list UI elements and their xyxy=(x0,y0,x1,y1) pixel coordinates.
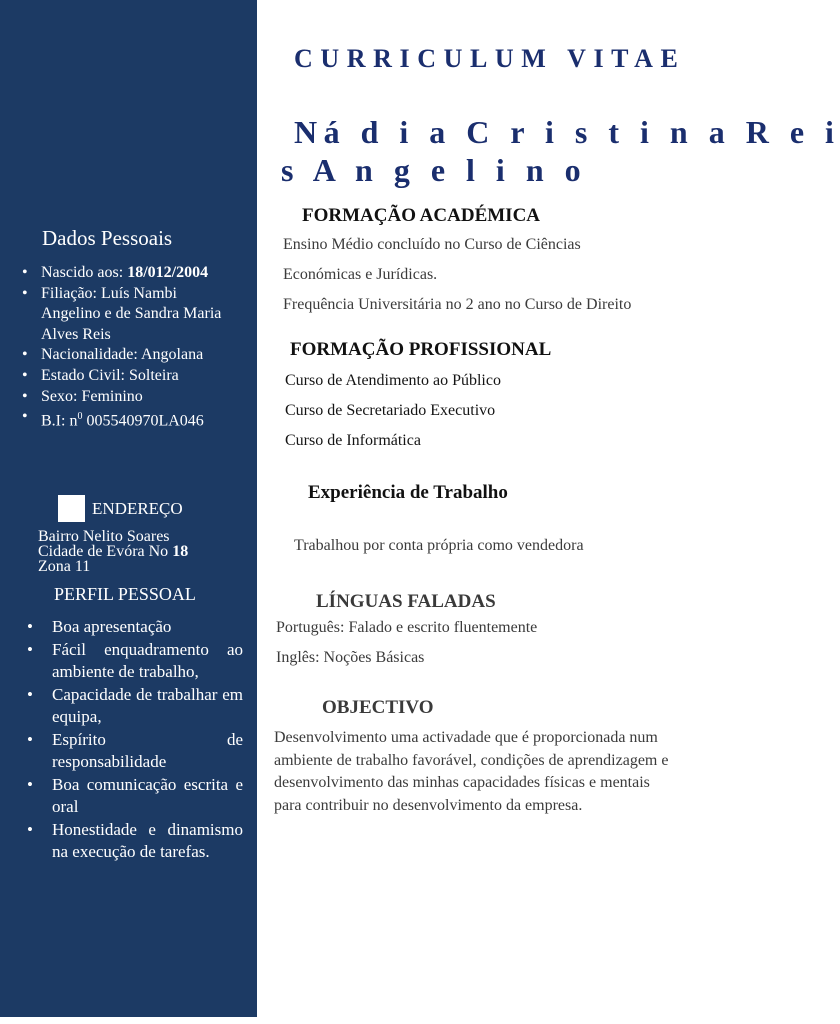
list-item: • Capacidade de trabalhar em equipa, xyxy=(26,684,243,729)
academic-line-2: Económicas e Jurídicas. xyxy=(283,266,438,283)
experience-heading: Experiência de Trabalho xyxy=(308,482,508,503)
list-item-parents: • Filiação: Luís Nambi Angelino e de Sandra Maria Alves Reis xyxy=(19,284,239,346)
address-heading: ENDEREÇO xyxy=(92,499,183,518)
personal-data-list xyxy=(19,263,239,432)
address-line-2: Cidade de Evóra No 18 xyxy=(38,543,189,560)
person-name xyxy=(281,113,840,189)
language-line-2: Inglês: Noções Básicas xyxy=(276,649,425,666)
list-item: • Boa comunicação escrita e oral xyxy=(26,774,243,819)
languages-heading: LÍNGUAS FALADAS xyxy=(316,591,496,612)
academic-line-1: Ensino Médio concluído no Curso de Ciências xyxy=(283,236,581,253)
list-item-sex: • Sexo: Feminino xyxy=(19,387,239,408)
personal-data-heading: Dados Pessoais xyxy=(42,226,173,250)
list-item: • Fácil enquadramento ao ambiente de trabalho, xyxy=(26,639,243,684)
academic-heading: FORMAÇÃO ACADÉMICA xyxy=(302,205,541,226)
profile-heading: PERFIL PESSOAL xyxy=(54,584,196,604)
list-item: • Boa apresentação xyxy=(26,616,243,639)
objective-heading: OBJECTIVO xyxy=(322,697,434,718)
list-item-id: • B.I: $n^0$ 005540970LA046 xyxy=(19,407,239,432)
profile-list xyxy=(26,616,243,864)
list-item: • Honestidade e dinamismo na execução de tarefas. xyxy=(26,819,243,864)
language-line-1: Português: Falado e escrito fluentemente xyxy=(276,619,538,636)
cv-title: CURRICULUM VITAE xyxy=(294,44,686,73)
address-block xyxy=(38,529,188,574)
professional-line-1: Curso de Atendimento ao Público xyxy=(285,372,501,389)
objective-text: Desenvolvimento uma activadade que é proporcionada num ambiente de trabalho favorável, condições de aprendizagem e desenvolvimento das minhas capacidades físicas e mentais para contribuir no desenvolvimento da empresa. xyxy=(274,729,669,814)
list-item: • Espírito de responsabilidade xyxy=(26,729,243,774)
address-line-1: Bairro Nelito Soares xyxy=(38,528,170,545)
professional-line-3: Curso de Informática xyxy=(285,432,421,449)
academic-line-3: Frequência Universitária no 2 ano no Curso de Direito xyxy=(283,296,632,313)
professional-line-2: Curso de Secretariado Executivo xyxy=(285,402,496,419)
professional-heading: FORMAÇÃO PROFISSIONAL xyxy=(290,339,552,360)
sidebar xyxy=(0,0,257,1017)
address-line-3: Zona 11 xyxy=(38,558,91,575)
list-item-birth: • Nascido aos: 18/012/2004 xyxy=(19,263,239,284)
list-item-nationality: • Nacionalidade: Angolana xyxy=(19,345,239,366)
name-line-1: Ná d i a C r i s t i n a R e i xyxy=(294,114,840,150)
name-line-2: s A n g e l i n o xyxy=(281,152,588,188)
experience-line-1: Trabalhou por conta própria como vendedora xyxy=(294,537,584,554)
address-icon xyxy=(58,495,85,522)
list-item-civil-status: • Estado Civil: Solteira xyxy=(19,366,239,387)
